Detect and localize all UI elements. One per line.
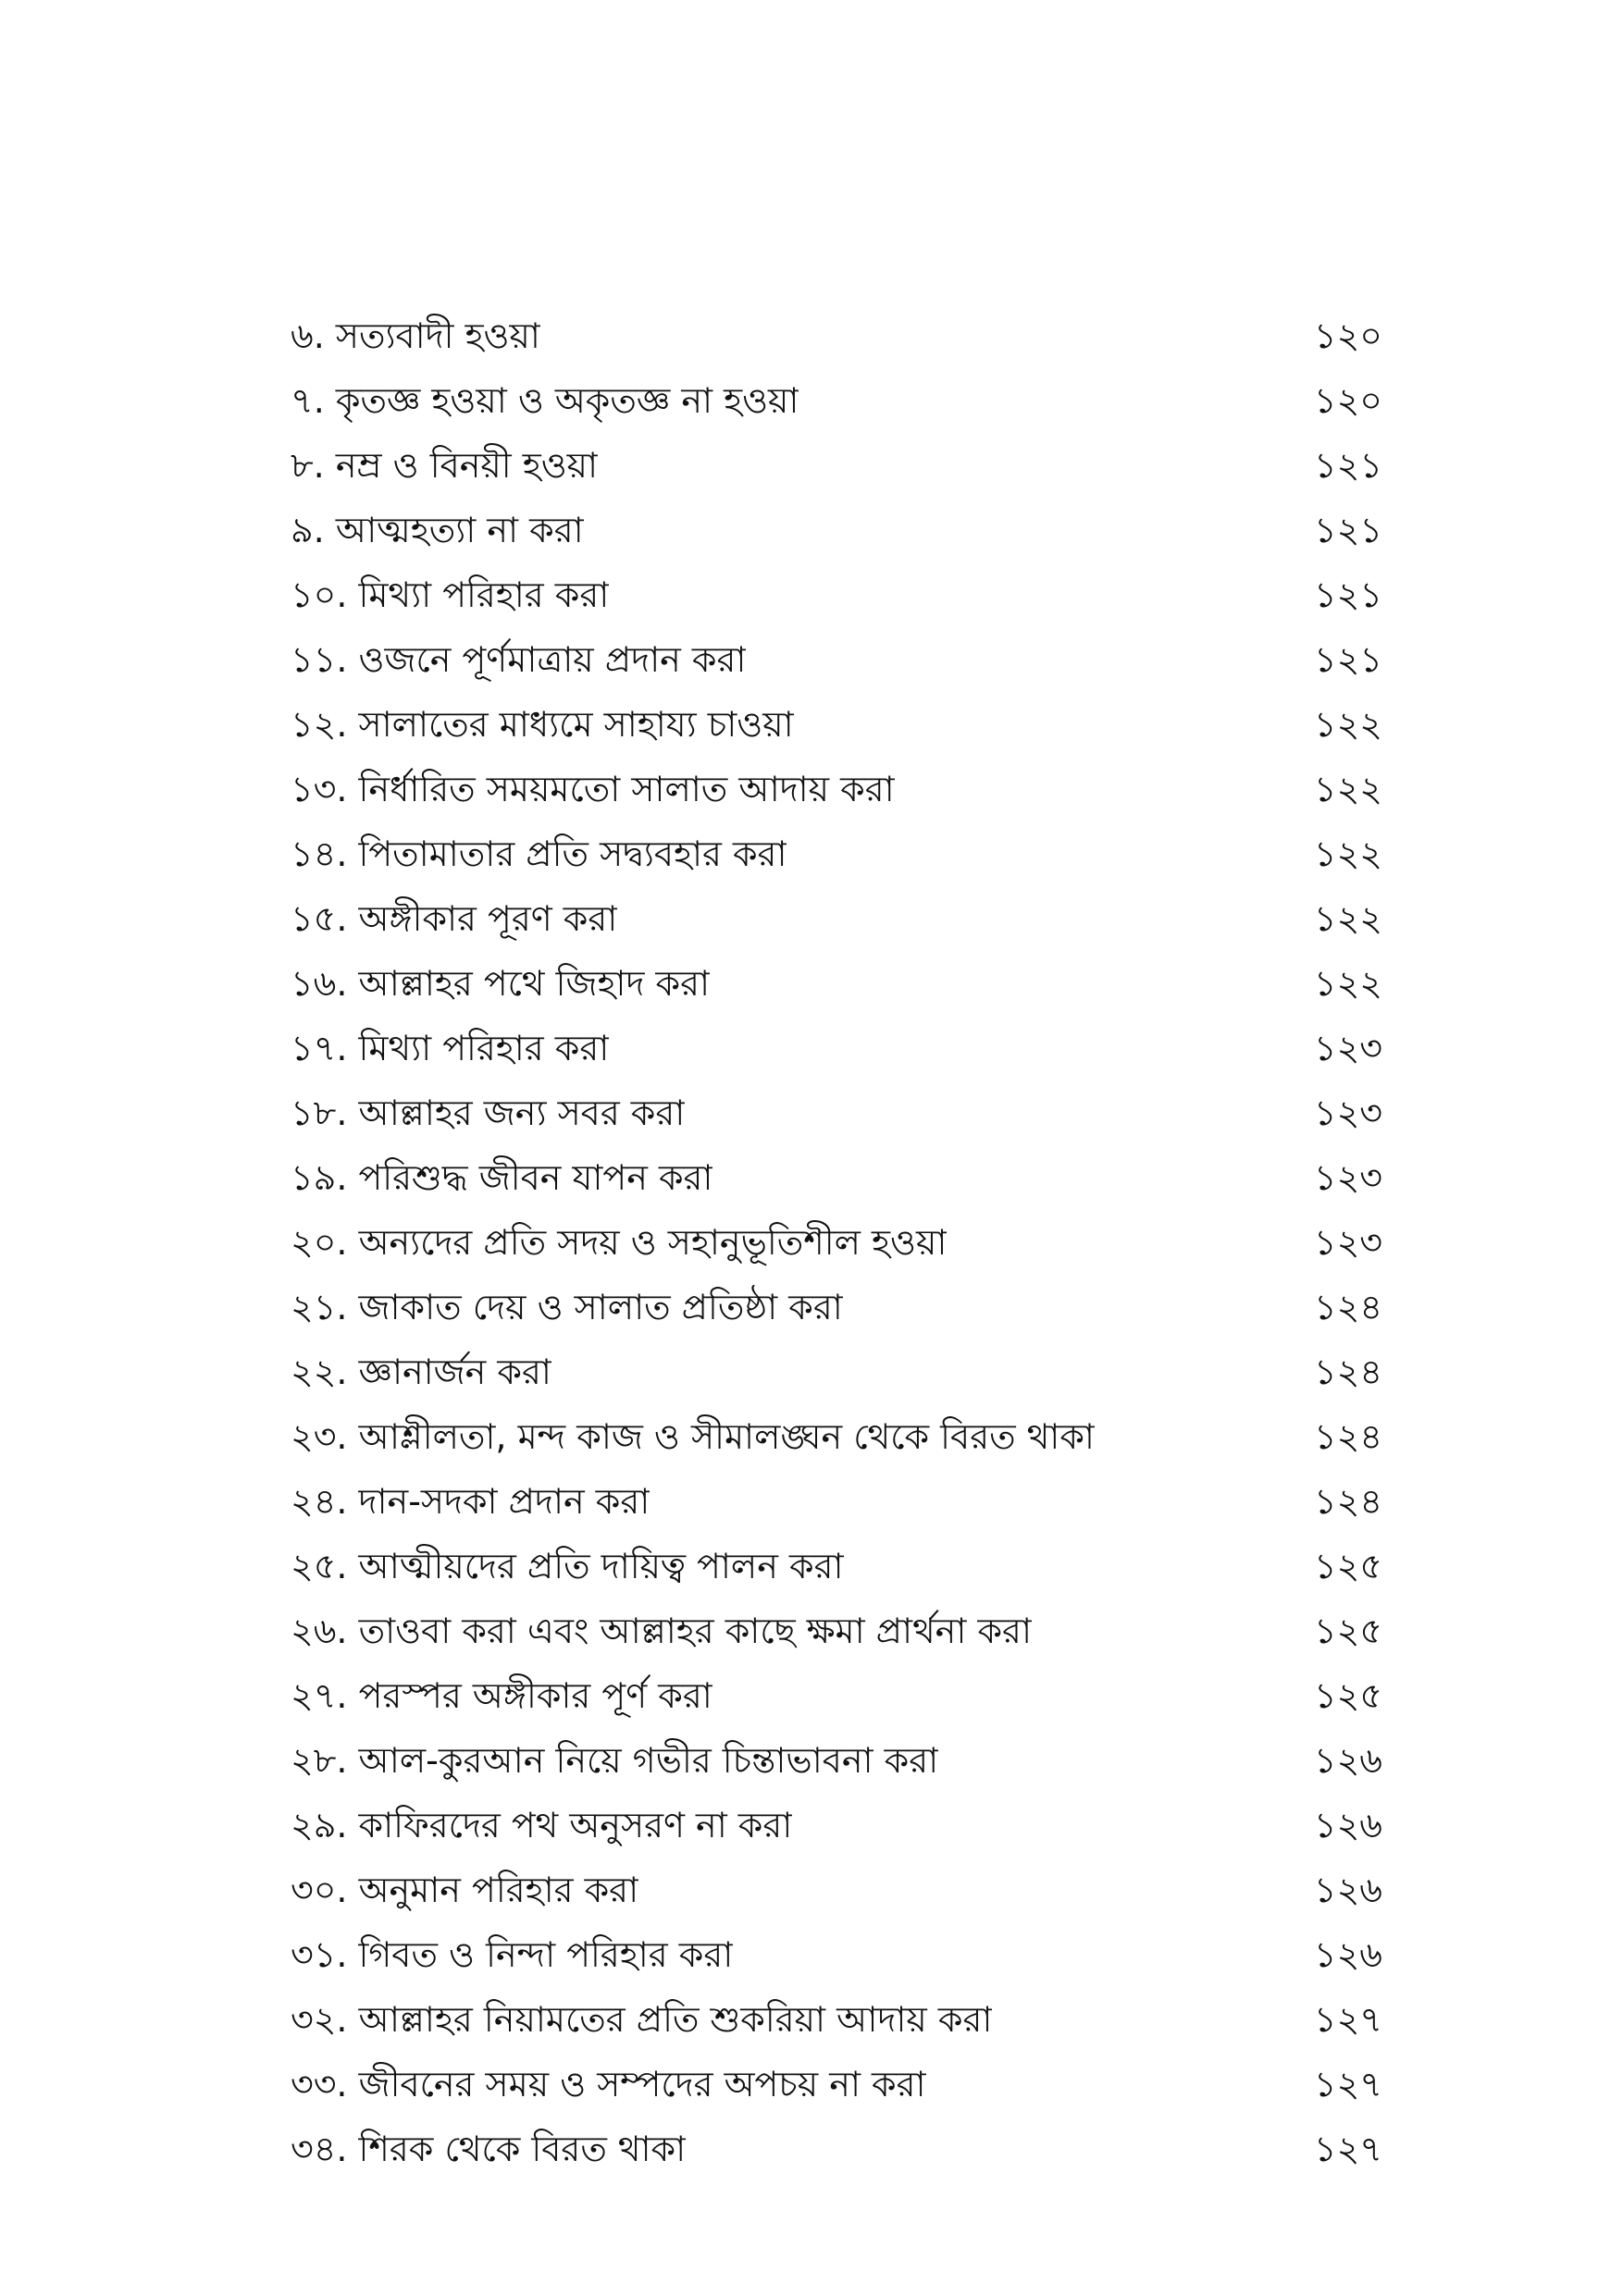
toc-entry	[291, 1987, 1382, 2052]
toc-entry	[291, 1145, 1382, 1210]
toc-entry	[291, 303, 1382, 368]
toc-entry-title: ২৬. তাওবা করা এবং আল্লাহর কাছে ক্ষমা প্রার্থনা করা	[291, 1611, 1032, 1651]
toc-entry-page: ১২৬	[1313, 1740, 1382, 1781]
toc-entry-page: ১২২	[1313, 898, 1382, 939]
toc-entry	[291, 1275, 1382, 1339]
toc-entry-page: ১২২	[1313, 704, 1382, 745]
toc-entry-title: ২৩. আশ্লীলতা, মন্দ কাজ ও সীমালঙ্ঘন থেকে বিরত থাকা	[291, 1416, 1095, 1457]
toc-entry-page: ১২৫	[1313, 1675, 1382, 1716]
toc-entry	[291, 821, 1382, 886]
toc-entry	[291, 1339, 1382, 1404]
toc-entry	[291, 886, 1382, 951]
toc-entry-title: ১৮. আল্লাহর জন্য সবর করা	[291, 1092, 686, 1133]
toc-entry-title: ২১. জাকাত দেয় ও সালাত প্রতিষ্ঠা করা	[291, 1287, 843, 1327]
toc-entry-title: ২২. জ্ঞানার্জন করা	[291, 1352, 551, 1392]
toc-entry	[291, 433, 1382, 498]
toc-entry	[291, 1080, 1382, 1145]
toc-entry-page: ১২২	[1313, 833, 1382, 874]
toc-entry-title: ১৫. অঙ্গীকার পূরণ করা	[291, 898, 618, 939]
toc-entry-title: ২৭. পরস্পর অঙ্গীকার পূর্ণ করা	[291, 1675, 712, 1716]
toc-entry-page: ১২৪	[1313, 1481, 1382, 1522]
toc-entry-title: ৮. নম্র ও বিনয়ী হওয়া	[291, 445, 599, 486]
toc-entry	[291, 627, 1382, 692]
table-of-contents	[291, 303, 1382, 2181]
toc-entry-title: ৩৪. শিরক থেকে বিরত থাকা	[291, 2129, 687, 2169]
toc-entry-page: ১২৩	[1313, 1157, 1382, 1198]
toc-entry-page: ১২১	[1313, 639, 1382, 680]
toc-entry-title: ১৩. নির্ধারিত সময়মতো সালাত আদায় করা	[291, 769, 895, 809]
toc-entry-title: ৩২. আল্লাহর নিয়ামতের প্রতি শুকরিয়া আদায় করা	[291, 1999, 993, 2040]
toc-entry-title: ৭. কৃতজ্ঞ হওয়া ও অকৃতজ্ঞ না হওয়া	[291, 380, 799, 421]
toc-entry	[291, 1210, 1382, 1275]
toc-entry-page: ১২৫	[1313, 1611, 1382, 1651]
toc-entry-page: ১২০	[1313, 315, 1382, 356]
toc-entry-title: ২৯. কাফিরদের পথ অনুসরণ না করা	[291, 1805, 793, 1845]
toc-entry	[291, 951, 1382, 1016]
toc-entry-page: ১২৪	[1313, 1352, 1382, 1392]
toc-entry-page: ১২৪	[1313, 1416, 1382, 1457]
toc-entry	[291, 1858, 1382, 1922]
toc-entry-page: ১২৬	[1313, 1870, 1382, 1910]
toc-entry-page: ১২৭	[1313, 2064, 1382, 2105]
toc-entry	[291, 692, 1382, 757]
toc-entry-page: ১২০	[1313, 380, 1382, 421]
toc-entry-title: ১১. ওজনে পূর্ণমাত্রায় প্রদান করা	[291, 639, 747, 680]
toc-entry	[291, 1663, 1382, 1728]
toc-entry-title: ২৮. আল-কুরআন নিয়ে গভীর চিন্তাভাবনা করা	[291, 1740, 939, 1781]
toc-entry-page: ১২৩	[1313, 1028, 1382, 1068]
toc-entry	[291, 1599, 1382, 1663]
toc-entry-page: ১২৪	[1313, 1287, 1382, 1327]
toc-entry-title: ৬. সত্যবাদী হওয়া	[291, 315, 540, 356]
toc-entry	[291, 757, 1382, 821]
toc-entry-page: ১২৬	[1313, 1934, 1382, 1975]
toc-entry-title: ২৪. দান-সদকা প্রদান করা	[291, 1481, 650, 1522]
toc-entry-title: ১৯. পরিশুদ্ধ জীবন যাপন করা	[291, 1157, 713, 1198]
toc-entry	[291, 562, 1382, 627]
toc-entry-page: ১২৩	[1313, 1222, 1382, 1263]
toc-entry	[291, 1016, 1382, 1080]
toc-entry-title: ৩০. অনুমান পরিহার করা	[291, 1870, 639, 1910]
toc-entry-title: ২৫. আত্মীয়দের প্রতি দায়িত্ব পালন করা	[291, 1546, 844, 1586]
toc-entry-page: ১২১	[1313, 574, 1382, 615]
toc-entry-page: ১২৫	[1313, 1546, 1382, 1586]
toc-entry-page: ১২৩	[1313, 1092, 1382, 1133]
toc-entry-page: ১২২	[1313, 963, 1382, 1004]
toc-entry	[291, 368, 1382, 433]
toc-entry	[291, 498, 1382, 562]
toc-entry	[291, 1404, 1382, 1469]
toc-entry-title: ১৭. মিথ্যা পরিহার করা	[291, 1028, 610, 1068]
toc-entry	[291, 1534, 1382, 1599]
toc-entry	[291, 1922, 1382, 1987]
toc-entry	[291, 1793, 1382, 1858]
toc-entry-title: ৩১. গিবত ও নিন্দা পরিহার করা	[291, 1934, 734, 1975]
toc-entry	[291, 1728, 1382, 1793]
toc-entry	[291, 2052, 1382, 2117]
toc-entry-title: ১২. সালাতের মাধ্যমে সাহায্য চাওয়া	[291, 704, 794, 745]
toc-entry-title: ৩৩. জীবনের সময় ও সম্পদের অপচয় না করা	[291, 2064, 926, 2105]
toc-entry-title: ১৬. আল্লাহর পথে জিহাদ করা	[291, 963, 710, 1004]
toc-entry-page: ১২১	[1313, 510, 1382, 550]
toc-entry-page: ১২৭	[1313, 1999, 1382, 2040]
toc-entry-page: ১২১	[1313, 445, 1382, 486]
toc-entry	[291, 1469, 1382, 1534]
toc-entry-title: ৯. আত্মহত্যা না করা	[291, 510, 584, 550]
toc-entry-page: ১২২	[1313, 769, 1382, 809]
toc-entry-title: ১০. মিথ্যা পরিহার করা	[291, 574, 610, 615]
toc-entry-page: ১২৬	[1313, 1805, 1382, 1845]
toc-entry-title: ১৪. পিতামাতার প্রতি সদ্ব্যবহার করা	[291, 833, 787, 874]
toc-entry-page: ১২৭	[1313, 2129, 1382, 2169]
toc-entry-title: ২০. অন্যদের প্রতি সদয় ও সহানুভূতিশীল হওয়া	[291, 1222, 948, 1263]
toc-entry	[291, 2117, 1382, 2181]
